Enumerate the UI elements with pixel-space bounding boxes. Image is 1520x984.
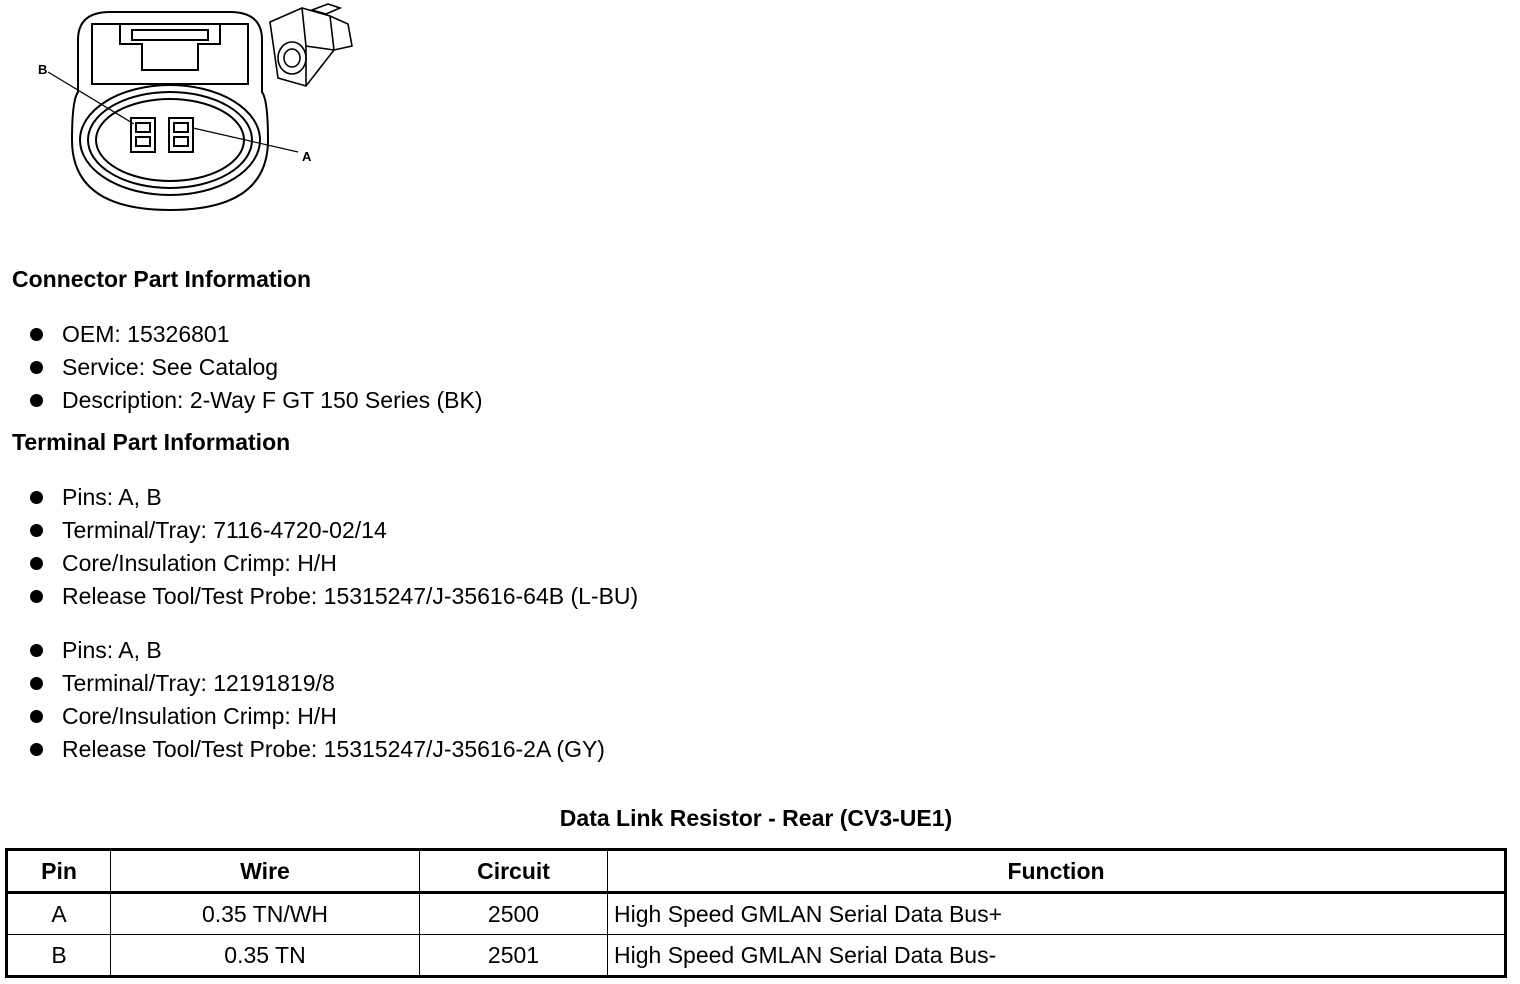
list-item (0, 514, 638, 547)
table-caption: Data Link Resistor - Rear (CV3-UE1) (559, 805, 953, 831)
connector-part-info-list (0, 318, 483, 417)
bullet-icon (30, 361, 43, 374)
column-header-function: Function (608, 850, 1506, 893)
list-item-text: Terminal/Tray: 12191819/8 (62, 670, 335, 696)
connector-latch (92, 24, 248, 84)
terminal-part-info-heading: Terminal Part Information (12, 429, 291, 455)
list-item-text: Terminal/Tray: 7116-4720-02/14 (62, 517, 387, 543)
list-item-text: Description: 2-Way F GT 150 Series (BK) (62, 387, 483, 413)
list-item (0, 481, 638, 514)
connector-part-info-heading: Connector Part Information (12, 266, 312, 292)
cell-circuit: 2501 (420, 935, 608, 977)
list-item (0, 700, 605, 733)
cavity-b (131, 118, 155, 152)
column-header-pin: Pin (7, 850, 111, 893)
list-item-text: Release Tool/Test Probe: 15315247/J-35616-2A (GY) (62, 736, 605, 762)
pinout-table (5, 848, 1507, 978)
list-item-text: Core/Insulation Crimp: H/H (62, 550, 337, 576)
cavity-a (169, 118, 193, 152)
bullet-icon (30, 710, 43, 723)
list-item (0, 351, 483, 384)
callout-a-label: A (302, 149, 312, 164)
bullet-icon (30, 743, 43, 756)
column-header-circuit: Circuit (420, 850, 608, 893)
cell-circuit: 2500 (420, 893, 608, 935)
table-row (7, 893, 1506, 935)
bullet-icon (30, 557, 43, 570)
cell-pin: A (7, 893, 111, 935)
cell-wire: 0.35 TN/WH (111, 893, 420, 935)
list-item-text: Core/Insulation Crimp: H/H (62, 703, 337, 729)
list-item-text: Service: See Catalog (62, 354, 279, 380)
bullet-icon (30, 394, 43, 407)
connector-isometric-image (270, 4, 352, 86)
list-item (0, 580, 638, 613)
list-item (0, 733, 605, 766)
table-row (7, 935, 1506, 977)
list-item (0, 318, 483, 351)
column-header-wire: Wire (111, 850, 420, 893)
list-item (0, 547, 638, 580)
cell-pin: B (7, 935, 111, 977)
terminal-group-2-list (0, 634, 605, 766)
cell-wire: 0.35 TN (111, 935, 420, 977)
list-item (0, 667, 605, 700)
connector-face-diagram (30, 0, 370, 220)
bullet-icon (30, 491, 43, 504)
list-item (0, 384, 483, 417)
bullet-icon (30, 590, 43, 603)
list-item-text: OEM: 15326801 (62, 321, 230, 347)
bullet-icon (30, 644, 43, 657)
list-item-text: Pins: A, B (62, 484, 162, 510)
cell-function: High Speed GMLAN Serial Data Bus- (608, 935, 1506, 977)
bullet-icon (30, 328, 43, 341)
callout-b-label: B (38, 62, 48, 77)
list-item-text: Release Tool/Test Probe: 15315247/J-35616-64B (L-BU) (62, 583, 639, 609)
cell-function: High Speed GMLAN Serial Data Bus+ (608, 893, 1506, 935)
bullet-icon (30, 677, 43, 690)
terminal-group-1-list (0, 481, 638, 613)
list-item (0, 634, 605, 667)
list-item-text: Pins: A, B (62, 637, 162, 663)
bullet-icon (30, 524, 43, 537)
table-header-row (7, 850, 1506, 893)
